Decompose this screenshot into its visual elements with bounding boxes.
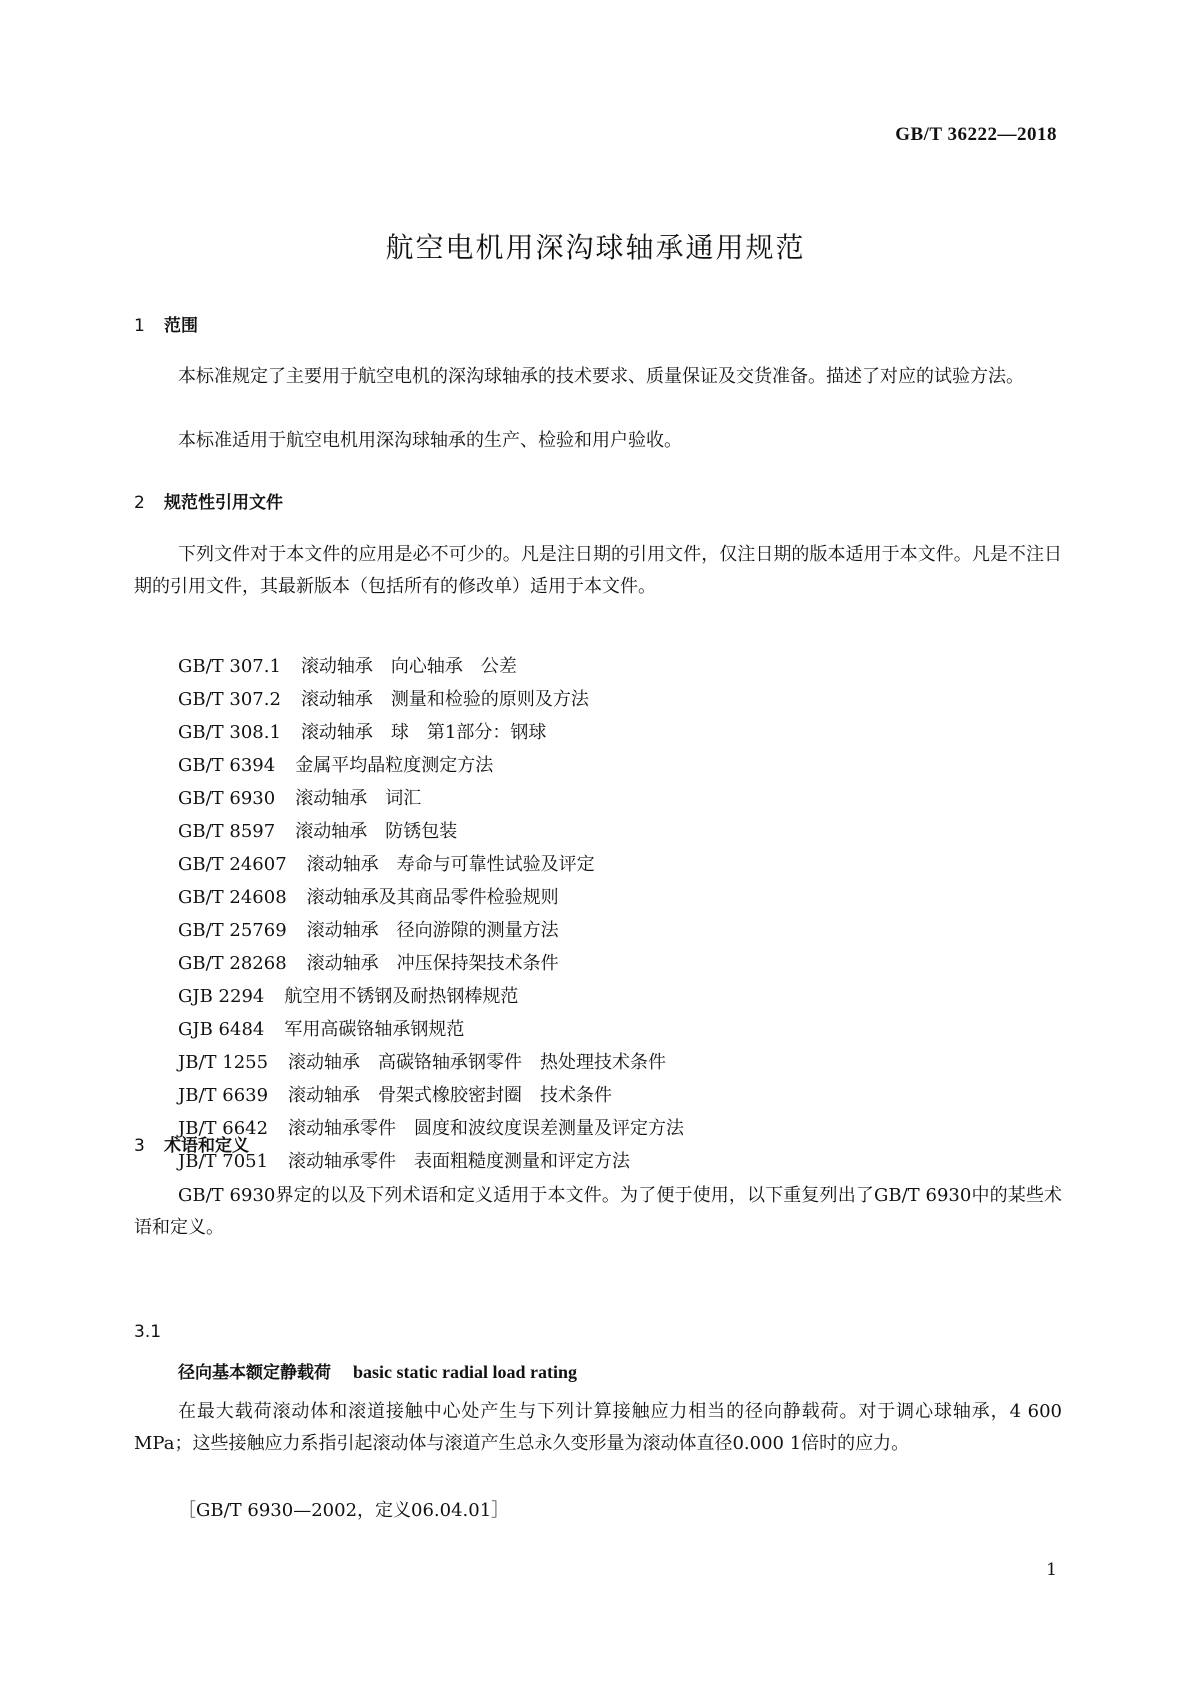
reference-name: 滚动轴承 防锈包装 xyxy=(295,821,458,842)
reference-item xyxy=(178,815,684,848)
section-number: 2 xyxy=(134,493,145,513)
reference-name: 滚动轴承 冲压保持架技术条件 xyxy=(306,953,559,974)
reference-item xyxy=(178,1079,684,1112)
reference-code: GB/T 24608 xyxy=(178,887,287,908)
reference-code: GB/T 6394 xyxy=(178,755,276,776)
reference-code: GJB 2294 xyxy=(178,986,265,1007)
reference-code: JB/T 1255 xyxy=(178,1052,269,1073)
reference-name: 滚动轴承及其商品零件检验规则 xyxy=(306,887,559,908)
reference-item xyxy=(178,683,684,716)
section-number: 1 xyxy=(134,316,145,336)
reference-item xyxy=(178,914,684,947)
references-intro: 下列文件对于本文件的应用是必不可少的。凡是注日期的引用文件，仅注日期的版本适用于本文件。凡是不注日期的引用文件，其最新版本（包括所有的修改单）适用于本文件。 xyxy=(134,544,1062,597)
reference-code: JB/T 6642 xyxy=(178,1118,269,1139)
terms-intro: GB/T 6930界定的以及下列术语和定义适用于本文件。为了便于使用，以下重复列出了GB/T 6930中的某些术语和定义。 xyxy=(134,1185,1062,1238)
reference-item xyxy=(178,716,684,749)
section-1-heading xyxy=(134,311,198,336)
page-number: 1 xyxy=(1046,1560,1057,1580)
reference-item xyxy=(178,1145,684,1178)
reference-name: 金属平均晶粒度测定方法 xyxy=(295,755,494,776)
reference-item xyxy=(178,848,684,881)
reference-code: JB/T 6639 xyxy=(178,1085,269,1106)
reference-name: 滚动轴承零件 圆度和波纹度误差测量及评定方法 xyxy=(288,1118,685,1139)
term-definition: 在最大载荷滚动体和滚道接触中心处产生与下列计算接触应力相当的径向静载荷。对于调心球轴承，4 600 MPa；这些接触应力系指引起滚动体与滚道产生总永久变形量为滚动体直径0.000 1倍时的应力。 xyxy=(134,1401,1062,1454)
term-source: ［GB/T 6930—2002，定义06.04.01］ xyxy=(178,1500,510,1521)
term-title xyxy=(178,1358,577,1383)
reference-name: 滚动轴承 向心轴承 公差 xyxy=(300,656,517,677)
reference-item xyxy=(178,1046,684,1079)
reference-code: GB/T 307.1 xyxy=(178,656,281,677)
document-title: 航空电机用深沟球轴承通用规范 xyxy=(385,231,806,264)
reference-name: 滚动轴承 高碳铬轴承钢零件 热处理技术条件 xyxy=(288,1052,667,1073)
reference-code: GB/T 6930 xyxy=(178,788,276,809)
reference-name: 滚动轴承 径向游隙的测量方法 xyxy=(306,920,559,941)
section-title: 规范性引用文件 xyxy=(164,493,283,513)
reference-name: 滚动轴承 词汇 xyxy=(295,788,422,809)
scope-paragraph-2: 本标准适用于航空电机用深沟球轴承的生产、检验和用户验收。 xyxy=(178,430,682,451)
reference-code: GB/T 307.2 xyxy=(178,689,281,710)
reference-name: 滚动轴承 球 第1部分：钢球 xyxy=(300,722,547,743)
section-title: 范围 xyxy=(164,316,198,336)
reference-name: 滚动轴承 寿命与可靠性试验及评定 xyxy=(306,854,595,875)
reference-code: GB/T 308.1 xyxy=(178,722,281,743)
reference-name: 滚动轴承零件 表面粗糙度测量和评定方法 xyxy=(288,1151,631,1172)
term-title-en: basic static radial load rating xyxy=(353,1362,577,1382)
reference-item xyxy=(178,1112,684,1145)
reference-code: JB/T 7051 xyxy=(178,1151,269,1172)
reference-item xyxy=(178,881,684,914)
reference-item xyxy=(178,1013,684,1046)
reference-code: GB/T 24607 xyxy=(178,854,287,875)
reference-item xyxy=(178,650,684,683)
reference-code: GB/T 28268 xyxy=(178,953,287,974)
reference-item xyxy=(178,782,684,815)
reference-item xyxy=(178,980,684,1013)
section-number: 3 xyxy=(134,1136,145,1156)
reference-name: 航空用不锈钢及耐热钢棒规范 xyxy=(284,986,519,1007)
scope-paragraph-1: 本标准规定了主要用于航空电机的深沟球轴承的技术要求、质量保证及交货准备。描述了对应的试验方法。 xyxy=(178,366,1024,387)
reference-code: GB/T 8597 xyxy=(178,821,276,842)
section-3-heading xyxy=(134,1131,249,1156)
reference-code: GB/T 25769 xyxy=(178,920,287,941)
section-2-heading xyxy=(134,488,283,513)
reference-item xyxy=(178,947,684,980)
reference-item xyxy=(178,749,684,782)
section-title: 术语和定义 xyxy=(164,1136,249,1156)
term-title-cn: 径向基本额定静载荷 xyxy=(178,1363,331,1383)
reference-name: 军用高碳铬轴承钢规范 xyxy=(284,1019,465,1040)
term-number: 3.1 xyxy=(134,1322,162,1342)
standard-number: GB/T 36222—2018 xyxy=(895,124,1057,145)
reference-name: 滚动轴承 测量和检验的原则及方法 xyxy=(300,689,589,710)
reference-list xyxy=(178,650,684,1178)
reference-code: GJB 6484 xyxy=(178,1019,265,1040)
reference-name: 滚动轴承 骨架式橡胶密封圈 技术条件 xyxy=(288,1085,613,1106)
